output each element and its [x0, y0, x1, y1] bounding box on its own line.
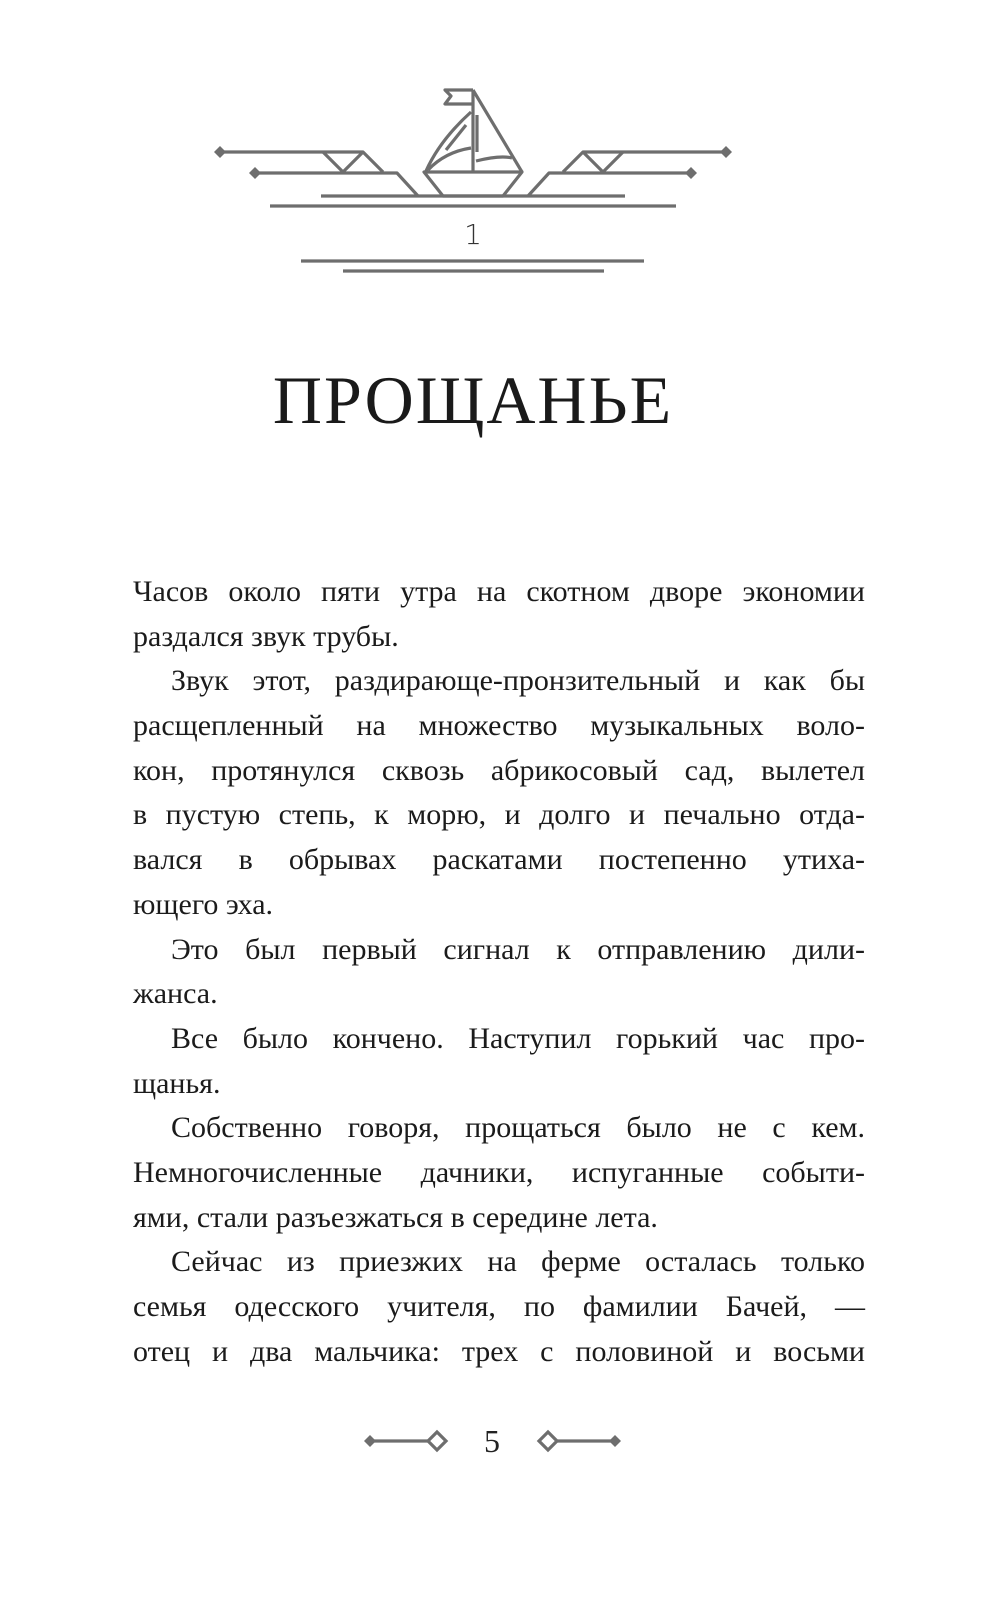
text-line: Сейчас из приезжих на ферме осталась только — [171, 1245, 865, 1279]
text-line: кон, протянулся сквозь абрикосовый сад, вылетел — [133, 753, 865, 787]
text-line: расщепленный на множество музыкальных воло- — [133, 709, 865, 743]
text-line: Часов около пяти утра на скотном дворе экономии — [133, 575, 865, 608]
chapter-number: 1 — [464, 218, 482, 251]
page-number: 5 — [484, 1423, 500, 1459]
text-line: вался в обрывах раскатами постепенно утиха- — [133, 843, 865, 877]
diamond-icon — [364, 1435, 376, 1447]
text-line: в пустую степь, к морю, и долго и печально отда- — [133, 798, 865, 832]
text-line: ями, стали разъезжаться в середине лета. — [133, 1200, 658, 1234]
text-line: Все было кончено. Наступил горький час про- — [171, 1021, 865, 1055]
chapter-title: ПРОЩАНЬЕ — [272, 362, 674, 438]
text-line: раздался звук трубы. — [133, 619, 399, 653]
text-line: Это был первый сигнал к отправлению дили- — [171, 932, 865, 966]
text-line: жанса. — [133, 977, 218, 1011]
text-line: Собственно говоря, прощаться было не с кем. — [171, 1111, 865, 1145]
text-line: Немногочисленные дачники, испуганные событи- — [133, 1155, 865, 1189]
text-line: щанья. — [133, 1066, 221, 1100]
diamond-icon — [609, 1435, 621, 1447]
text-line: отец и два мальчика: трех с половиной и восьми — [133, 1334, 865, 1368]
text-line: ющего эха. — [133, 887, 274, 921]
text-line: Звук этот, раздирающе-пронзительный и как бы — [171, 664, 865, 698]
text-line: семья одесского учителя, по фамилии Бачей, — — [133, 1290, 865, 1323]
